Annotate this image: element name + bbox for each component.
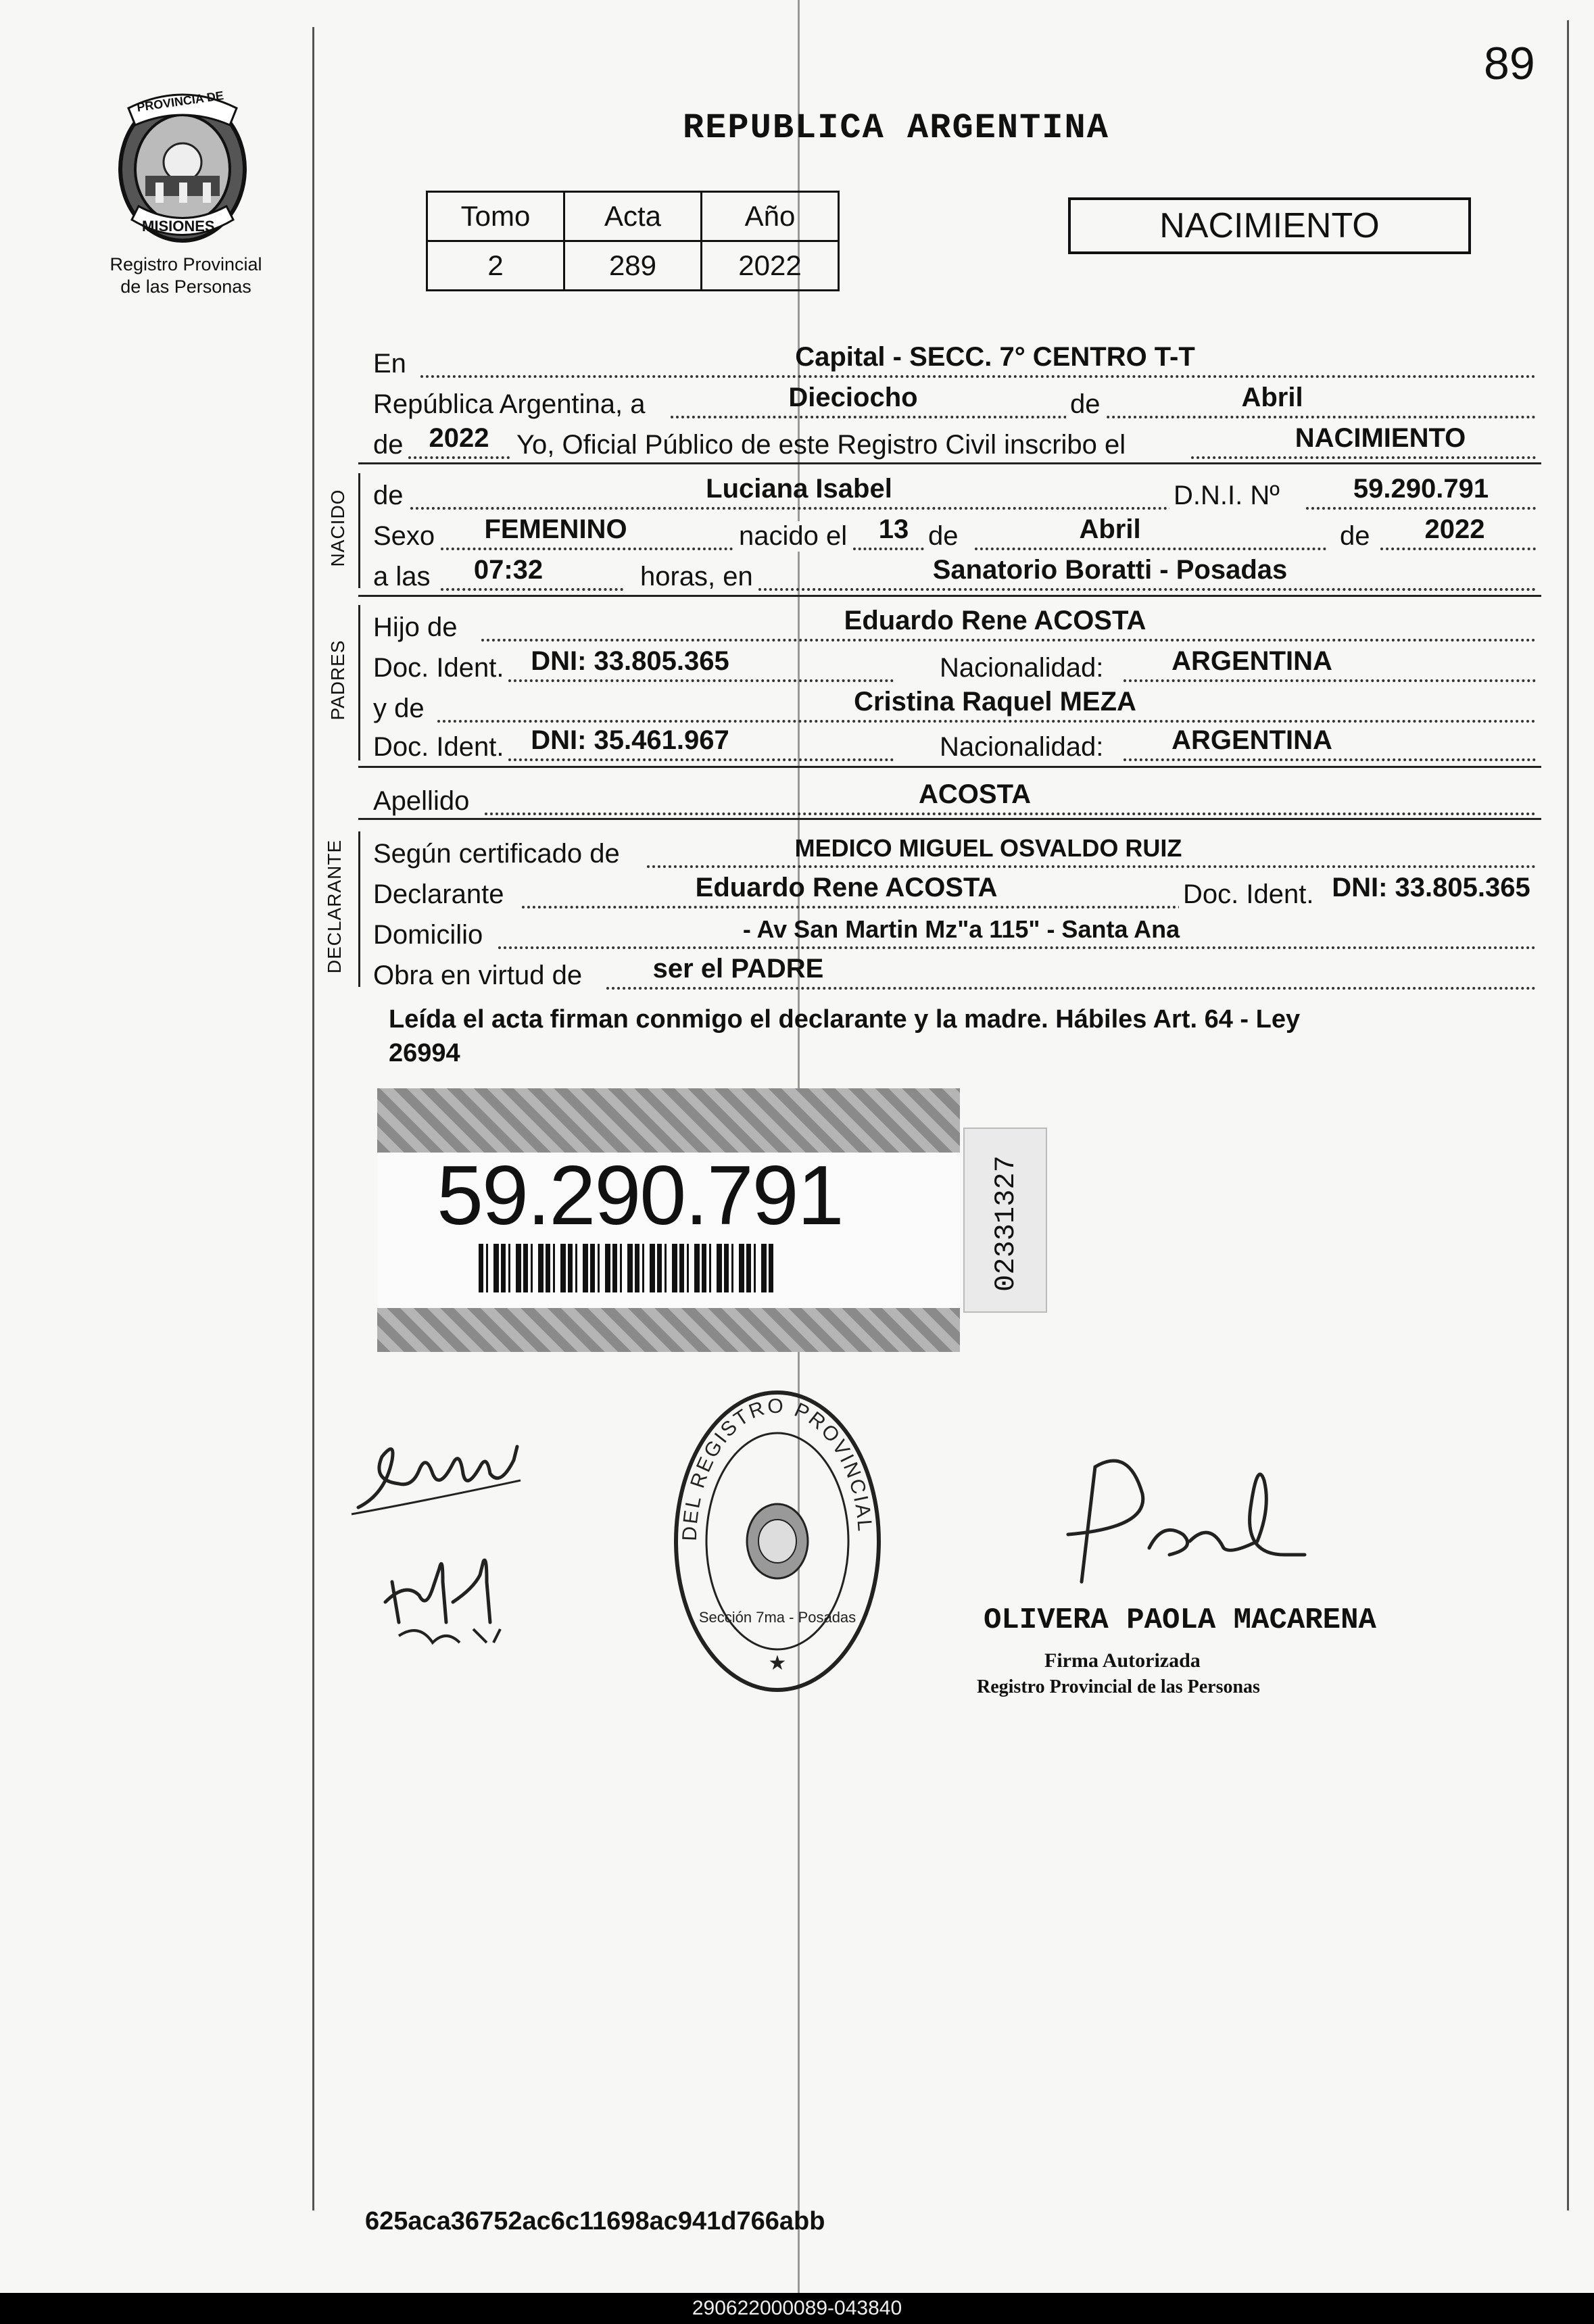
child-name-value: Luciana Isabel: [706, 474, 892, 504]
dotted-line: [508, 679, 894, 682]
document-title: REPUBLICA ARGENTINA: [683, 108, 1109, 148]
declarante-bracket: [358, 831, 360, 987]
dotted-line: [975, 548, 1326, 550]
row-hora: [373, 554, 1536, 595]
seal-text-bottom: MISIONES: [142, 218, 215, 235]
padres-section-label: PADRES: [327, 639, 348, 721]
row-declarante: [373, 872, 1536, 913]
de-label: de: [924, 521, 963, 552]
mother-name-value: Cristina Raquel MEZA: [854, 687, 1136, 717]
row-registro: [373, 422, 1536, 463]
nacido-bracket: [358, 473, 360, 588]
dotted-line: [1191, 456, 1536, 459]
closing-note: [389, 1002, 1551, 1070]
doc-ident-label: Doc. Ident.: [373, 732, 504, 762]
dotted-line: [441, 588, 623, 591]
declarante-value: Eduardo Rene ACOSTA: [695, 873, 998, 902]
declarant-signature: [345, 1433, 534, 1521]
sticker-number: 59.290.791: [437, 1149, 843, 1242]
sexo-value: FEMENINO: [484, 514, 627, 544]
separator: [358, 595, 1541, 597]
dotted-line: [441, 548, 738, 550]
sticker-pattern-bottom: [377, 1308, 960, 1352]
nacionalidad-label: Nacionalidad:: [940, 653, 1104, 683]
stamp-star-icon: ★: [768, 1652, 787, 1674]
row-en: [373, 341, 1536, 382]
barcode: [479, 1244, 776, 1292]
row-apellido: [373, 779, 1536, 819]
en-label: En: [373, 349, 406, 379]
separator: [358, 766, 1541, 768]
official-name: OLIVERA PAOLA MACARENA: [984, 1603, 1376, 1637]
stamp-ring-text: DEL REGISTRO PROVINCIAL: [678, 1395, 876, 1542]
row-certificado: [373, 831, 1536, 872]
dotted-line: [1124, 679, 1536, 682]
de-label: de: [373, 481, 404, 510]
row-obra: [373, 953, 1536, 994]
month-value: Abril: [1241, 383, 1303, 412]
official-role: Firma Autorizada: [1044, 1649, 1201, 1672]
padres-bracket: [358, 605, 360, 760]
mother-signature: [379, 1541, 514, 1649]
volume-table: [426, 191, 840, 291]
tomo-value: 2: [427, 241, 564, 291]
serial-number: 02331327: [990, 1155, 1022, 1292]
registry-round-stamp: [669, 1386, 886, 1697]
tomo-header: Tomo: [427, 192, 564, 241]
republica-label: República Argentina, a: [373, 389, 646, 419]
certificado-value: MEDICO MIGUEL OSVALDO RUIZ: [794, 834, 1182, 862]
birth-month-value: Abril: [1079, 514, 1141, 544]
stamp-inner-text: Sección 7ma - Posadas: [698, 1609, 856, 1626]
document-hash: 625aca36752ac6c11698ac941d766abb: [365, 2207, 825, 2235]
hijo-de-label: Hijo de: [373, 612, 458, 642]
seal-text-top: PROVINCIA DE: [136, 89, 225, 114]
row-father: [373, 605, 1536, 646]
doc-ident-label: Doc. Ident.: [1179, 879, 1318, 910]
left-margin-line: [312, 27, 314, 2210]
declarante-section-label: DECLARANTE: [324, 839, 345, 974]
dotted-line: [485, 813, 1536, 815]
separator: [358, 462, 1541, 464]
nacionalidad-label: Nacionalidad:: [940, 732, 1104, 762]
row-father-doc: [373, 646, 1536, 686]
anio-header: Año: [702, 192, 839, 241]
serial-label-box: [963, 1128, 1047, 1313]
horas-label: horas, en: [640, 562, 753, 591]
dotted-line: [606, 987, 1536, 990]
act-value: NACIMIENTO: [1295, 423, 1466, 453]
page-number: 89: [1484, 38, 1535, 89]
mother-doc-value: DNI: 35.461.967: [531, 725, 729, 755]
de-label: de: [1340, 521, 1370, 551]
acta-value: 289: [564, 241, 702, 291]
act-type-box: NACIMIENTO: [1068, 197, 1471, 254]
nacido-section-label: NACIDO: [327, 489, 348, 567]
certificado-label: Según certificado de: [373, 839, 620, 869]
closing-note-line1: Leída el acta firman conmigo el declarante y la madre. Hábiles Art. 64 - Ley: [389, 1005, 1301, 1034]
dotted-line: [1124, 758, 1536, 761]
dotted-line: [437, 720, 1536, 723]
dni-sticker: [377, 1088, 960, 1352]
footer-code: 290622000089-043840: [0, 2293, 1594, 2324]
dotted-line: [522, 906, 1198, 909]
birth-place-value: Sanatorio Boratti - Posadas: [932, 555, 1288, 585]
obra-label: Obra en virtud de: [373, 961, 583, 990]
birth-day-value: 13: [878, 514, 909, 544]
time-value: 07:32: [473, 555, 544, 585]
dotted-line: [853, 548, 934, 550]
row-mother-doc: [373, 725, 1536, 765]
declarante-doc-value: DNI: 33.805.365: [1332, 873, 1530, 902]
place-value: Capital - SECC. 7° CENTRO T-T: [795, 342, 1195, 372]
dotted-line: [481, 639, 1536, 641]
row-domicilio: [373, 913, 1536, 953]
dotted-line: [408, 456, 510, 459]
dotted-line: [410, 507, 1194, 510]
apellido-value: ACOSTA: [919, 779, 1031, 809]
father-nationality-value: ARGENTINA: [1172, 646, 1332, 676]
dotted-line: [1306, 507, 1536, 510]
y-de-label: y de: [373, 694, 425, 723]
mother-nationality-value: ARGENTINA: [1172, 725, 1332, 755]
dotted-line: [647, 865, 1536, 868]
right-margin-line: [1567, 20, 1569, 2210]
father-doc-value: DNI: 33.805.365: [531, 646, 729, 676]
domicilio-value: - Av San Martin Mz"a 115" - Santa Ana: [742, 915, 1180, 943]
logo-caption-line1: Registro Provincial: [110, 254, 262, 274]
logo-caption-line2: de las Personas: [120, 276, 251, 297]
day-value: Dieciocho: [788, 383, 918, 412]
separator: [358, 818, 1541, 820]
dotted-line: [1380, 548, 1536, 550]
dotted-line: [508, 758, 894, 761]
logo-caption: [88, 253, 284, 298]
dotted-line: [420, 375, 1536, 378]
de2-label: de: [373, 430, 404, 460]
anio-value: 2022: [702, 241, 839, 291]
row-republica: [373, 382, 1536, 422]
row-sexo: [373, 514, 1536, 554]
acta-header: Acta: [564, 192, 702, 241]
official-signature: [1028, 1453, 1311, 1589]
declarante-label: Declarante: [373, 879, 504, 909]
closing-note-line2: 26994: [389, 1039, 460, 1067]
doc-ident-label: Doc. Ident.: [373, 653, 504, 683]
dotted-line: [758, 588, 1536, 591]
nacido-el-label: nacido el: [735, 521, 851, 552]
obra-value: ser el PADRE: [652, 954, 824, 984]
row-mother: [373, 686, 1536, 727]
registro-label: Yo, Oficial Público de este Registro Civil inscribo el: [516, 430, 1126, 460]
birth-year-value: 2022: [1424, 514, 1485, 544]
domicilio-label: Domicilio: [373, 920, 483, 950]
sexo-label: Sexo: [373, 521, 435, 551]
apellido-label: Apellido: [373, 786, 470, 816]
a-las-label: a las: [373, 562, 431, 591]
father-name-value: Eduardo Rene ACOSTA: [844, 606, 1146, 635]
row-name: [373, 473, 1536, 514]
official-organization: Registro Provincial de las Personas: [977, 1676, 1260, 1697]
sticker-pattern-top: [377, 1088, 960, 1153]
dotted-line: [498, 946, 1536, 949]
de-label: de: [1066, 389, 1105, 420]
dni-label: D.N.I. Nº: [1169, 481, 1284, 511]
year-value: 2022: [429, 423, 489, 453]
child-dni-value: 59.290.791: [1353, 474, 1489, 504]
